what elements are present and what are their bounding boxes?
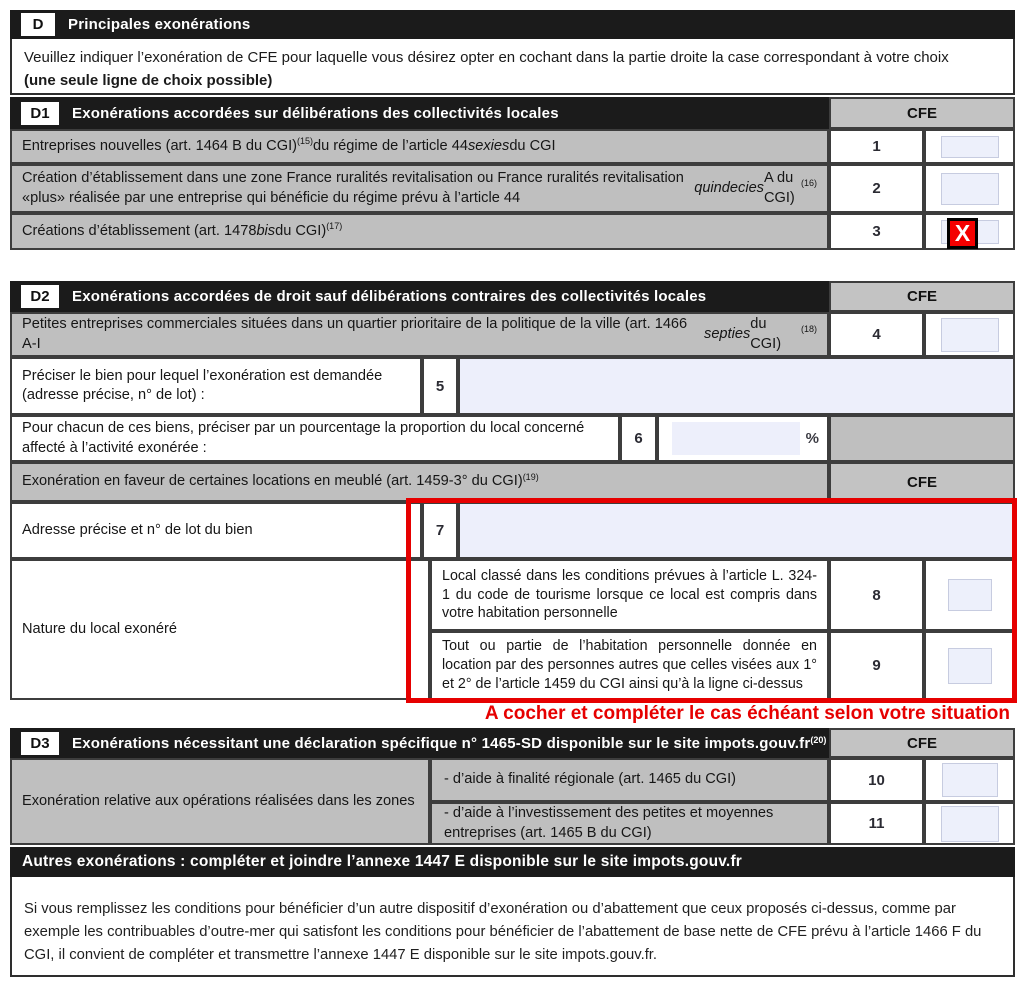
row8-label: Local classé dans les conditions prévues à l’article L. 324-1 du code de tourisme lorsque ce local est compris dans votre habitation personnelle (430, 559, 829, 631)
row1-label: Entreprises nouvelles (art. 1464 B du CGI) (15) du régime de l’article 44 sexies du CGI (10, 129, 829, 164)
row2-label: Création d’établissement dans une zone France ruralités revitalisation ou France ruralités revitalisation «plus» réalisée par une entreprise qui bénéficie du régime prévu à l’article 44 quindecies A du CGI) (16) (10, 164, 829, 213)
section-d3-code: D3 (21, 732, 59, 755)
section-d-header (10, 10, 1015, 39)
d1-cfe-column-header: CFE (829, 97, 1015, 129)
intro-line2: (une seule ligne de choix possible) (24, 71, 273, 89)
row8-cfe-checkbox[interactable] (948, 579, 992, 611)
row9-cfe-checkbox[interactable] (948, 648, 992, 684)
row2-cfe-checkbox[interactable] (941, 173, 999, 205)
row7-label: Adresse précise et n° de lot du bien (10, 502, 422, 559)
row10-cfe-checkbox[interactable] (942, 763, 998, 797)
footer-paragraph: Si vous remplissez les conditions pour bénéficier d’un autre dispositif d’exonération ou d’abattement que ceux proposés ci-dessus, comme par exemple les contribuables d’outre-mer qui satisfont les conditions pour bénéficier de l’abattement de base nette de CFE prévu à l’article 1466 F du CGI, il convient de compléter et transmettre l’annexe 1447 E disponible sur le site impots.gouv.fr. (24, 901, 982, 963)
row8-checkbox-cell (924, 559, 1015, 631)
section-d1-header (10, 97, 829, 129)
row10-number: 10 (829, 758, 924, 802)
red-annotation-text: A cocher et compléter le cas échéant selon votre situation (484, 703, 1010, 724)
row4-checkbox-cell (924, 312, 1015, 357)
row5-number: 5 (422, 357, 458, 415)
row9-label: Tout ou partie de l’habitation personnelle donnée en location par des personnes autres que celles visées aux 1° et 2° de l’article 1459 du CGI ainsi qu’à la ligne ci-dessus (430, 631, 829, 700)
row7-number: 7 (422, 502, 458, 559)
row6-percent-sign: % (805, 430, 819, 447)
row11-cfe-checkbox[interactable] (941, 806, 999, 842)
section-d1-title: Exonérations accordées sur délibérations des collectivités locales (72, 104, 559, 122)
row6-label: Pour chacun de ces biens, préciser par un pourcentage la proportion du local concerné affecté à l’activité exonérée : (10, 415, 620, 462)
row9-number: 9 (829, 631, 924, 700)
d2-cfe-column-header: CFE (829, 281, 1015, 312)
section-d-code: D (21, 13, 55, 36)
row4-label: Petites entreprises commerciales situées dans un quartier prioritaire de la politique de la ville (art. 1466 A-I septies du CGI) (18) (10, 312, 829, 357)
section-d1-code: D1 (21, 102, 59, 125)
meuble-cfe-column-header: CFE (829, 462, 1015, 502)
intro-box (10, 39, 1015, 95)
autres-exonerations-title: Autres exonérations : compléter et joindre l’annexe 1447 E disponible sur le site impots.gouv.fr (22, 853, 743, 870)
row11-checkbox-cell (924, 802, 1015, 845)
row1-checkbox-cell (924, 129, 1015, 164)
d3-cfe-column-header: CFE (829, 728, 1015, 758)
row6-percentage-input[interactable] (672, 422, 800, 455)
row9-checkbox-cell (924, 631, 1015, 700)
section-d3-title: Exonérations nécessitant une déclaration spécifique n° 1465-SD disponible sur le site $impots.gouv.fr^{(20)}$ (72, 734, 827, 752)
section-d3-header (10, 728, 829, 758)
section-d2-header (10, 281, 829, 312)
d3-left-label: Exonération relative aux opérations réalisées dans les zones (10, 758, 430, 845)
row6-input-cell (657, 415, 829, 462)
section-d2-code: D2 (21, 285, 59, 308)
row6-number: 6 (620, 415, 657, 462)
row3-checked-x-mark[interactable]: X (947, 218, 978, 249)
meuble-subheader-label: Exonération en faveur de certaines locations en meublé (art. 1459-3° du CGI) (19) (10, 462, 829, 502)
row1-number: 1 (829, 129, 924, 164)
row2-checkbox-cell (924, 164, 1015, 213)
row5-label: Préciser le bien pour lequel l’exonération est demandée (adresse précise, n° de lot) : (10, 357, 422, 415)
row10-label: - d’aide à finalité régionale (art. 1465 du CGI) (430, 758, 829, 802)
row4-number: 4 (829, 312, 924, 357)
row6-gray-cell (829, 415, 1015, 462)
row2-number: 2 (829, 164, 924, 213)
section-d-title: Principales exonérations (68, 16, 251, 33)
row3-number: 3 (829, 213, 924, 250)
row8-number: 8 (829, 559, 924, 631)
row11-number: 11 (829, 802, 924, 845)
row10-checkbox-cell (924, 758, 1015, 802)
row1-cfe-checkbox[interactable] (941, 136, 999, 158)
row11-label: - d’aide à l’investissement des petites et moyennes entreprises (art. 1465 B du CGI) (430, 802, 829, 845)
autres-exonerations-bar (10, 847, 1015, 877)
row5-input[interactable] (458, 357, 1015, 415)
footer-paragraph-box (10, 877, 1015, 977)
section-d2-title: Exonérations accordées de droit sauf délibérations contraires des collectivités locales (72, 288, 707, 305)
intro-line1: Veuillez indiquer l’exonération de CFE pour laquelle vous désirez opter en cochant dans la partie droite la case correspondant à votre choix (24, 49, 949, 66)
row3-label: Créations d’établissement (art. 1478 bis du CGI) (17) (10, 213, 829, 250)
row4-cfe-checkbox[interactable] (941, 318, 999, 352)
row7-input[interactable] (458, 502, 1015, 559)
nature-local-label: Nature du local exonéré (10, 559, 430, 700)
